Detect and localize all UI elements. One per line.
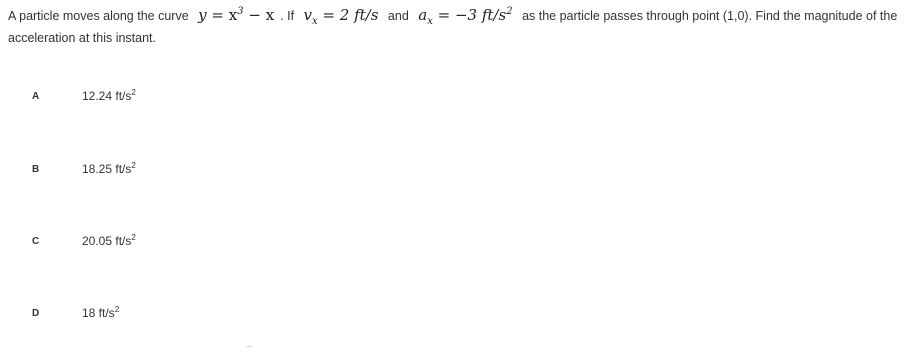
option-value: 18.25 ft/s xyxy=(82,162,132,176)
velocity-var: v xyxy=(303,6,313,24)
option-exponent: 2 xyxy=(114,305,120,314)
option-letter: D xyxy=(32,307,40,319)
question-text-part: as the particle passes through point (1,0). Find the magnitude of the acceleration at this instant. xyxy=(8,9,898,45)
option-a[interactable] xyxy=(20,84,420,108)
option-text xyxy=(82,234,136,248)
velocity-sub: x xyxy=(312,16,318,27)
acceleration-exponent: 2 xyxy=(506,6,513,17)
curve-lhs: y xyxy=(198,6,207,24)
option-letter: C xyxy=(32,235,40,247)
curve-exponent: 3 xyxy=(237,6,244,17)
acceleration-sub: x xyxy=(427,16,433,27)
acceleration-value: = −3 ft/s xyxy=(437,6,507,24)
velocity-value: = 2 ft/s xyxy=(322,6,379,24)
divider-mark xyxy=(246,346,252,347)
option-letter: B xyxy=(32,163,40,175)
question-text-part: A particle moves along the curve xyxy=(8,9,189,23)
option-text xyxy=(82,306,119,320)
option-exponent: 2 xyxy=(131,88,136,97)
option-value: 12.24 ft/s xyxy=(82,89,132,103)
acceleration-var: a xyxy=(418,6,428,24)
option-b[interactable] xyxy=(20,157,420,181)
option-exponent: 2 xyxy=(131,233,136,242)
option-letter: A xyxy=(32,90,40,102)
option-exponent: 2 xyxy=(131,161,136,170)
question-text xyxy=(8,4,908,49)
velocity-equation xyxy=(298,6,385,27)
question-text-part: and xyxy=(387,9,409,23)
option-value: 20.05 ft/s xyxy=(82,234,132,248)
curve-equation xyxy=(192,6,280,24)
option-c[interactable] xyxy=(20,229,420,253)
option-d[interactable] xyxy=(20,301,420,325)
acceleration-equation xyxy=(412,6,518,27)
curve-tail: − x xyxy=(248,6,275,24)
curve-rhs: = x xyxy=(211,6,238,24)
question-text-part: . If xyxy=(280,9,295,23)
option-text xyxy=(82,89,136,103)
option-value: 18 ft/s xyxy=(82,306,115,320)
option-text xyxy=(82,162,136,176)
